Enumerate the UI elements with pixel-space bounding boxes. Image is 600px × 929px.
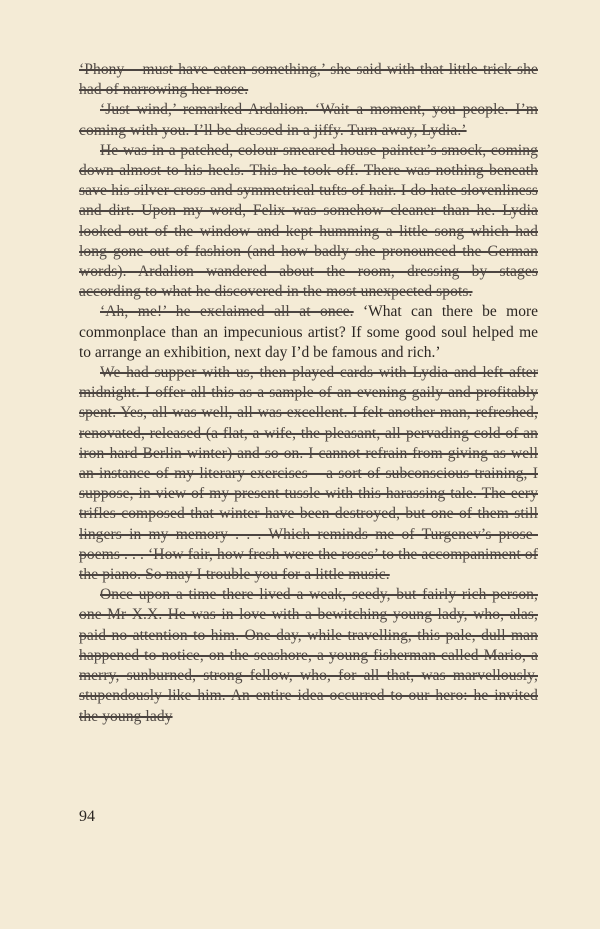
struck-text: We had supper with us, then played cards with Lydia and left after midnight. I offer all this as a sample of an evening gaily and profitably spent. Yes, all was well, all was excellent. I felt another man, refreshed, renovated, released (a flat, a wife, the pleasant, all-pervading cold of an iron-hard Berlin winter) and so on. I cannot refrain from giving as well an instance of my literary exercises – a sort of subconscious training, I suppose, in view of my present tussle with this harassing tale. The eery trifles composed that winter have been destroyed, but one of them still lingers in my memory . . . Which reminds me of Turgenev’s prose-poems . . . ‘How fair, how fresh were the roses’ to the accompaniment of the piano. So may I trouble you for a little music. xyxy=(79,364,538,584)
struck-text: ‘Just wind,’ remarked Ardalion. ‘Wait a moment, you people. I’m coming with you. I’ll be dressed in a jiffy. Turn away, Lydia.’ xyxy=(79,101,538,139)
struck-text: Once upon a time there lived a weak, seedy, but fairly rich person, one Mr X.X. He was in love with a bewitching young lady, who, alas, paid no attention to him. One day, while travelling, this pale, dull man happened to notice, on the seashore, a young fisherman called Mario, a merry, sunburned, strong fellow, who, for all that, was marvellously, stupendously like him. An entire idea occurred to our hero: he invited the young lady xyxy=(79,586,538,725)
struck-text: He was in a patched, colour-smeared house-painter’s smock, coming down almost to his heels. This he took off. There was nothing beneath save his silver cross and symmetrical tufts of hair. I do hate slovenliness and dirt. Upon my word, Felix was somehow cleaner than he. Lydia looked out of the window and kept humming a little song which had long gone out of fashion (and how badly she pronounced the German words). Ardalion wandered about the room, dressing by stages according to what he discovered in the most unexpected spots. xyxy=(79,141,538,301)
paragraph-2 xyxy=(79,100,538,140)
paragraph-4 xyxy=(79,302,538,363)
paragraph-6 xyxy=(79,585,538,726)
page-number: 94 xyxy=(79,808,95,825)
body-text: ‘What can there be more commonplace than an impecunious artist? If some good soul helped me to arrange an exhibition, next day I’d be famous and rich.’ xyxy=(79,303,538,361)
struck-text: ‘Ah, me!’ he exclaimed all at once. xyxy=(100,303,354,321)
paragraph-5 xyxy=(79,363,538,585)
struck-text: ‘Phony – must have eaten something,’ she said with that little trick she had of narrowing her nose. xyxy=(79,61,538,99)
paragraph-1 xyxy=(79,60,538,100)
paragraph-3 xyxy=(79,141,538,303)
